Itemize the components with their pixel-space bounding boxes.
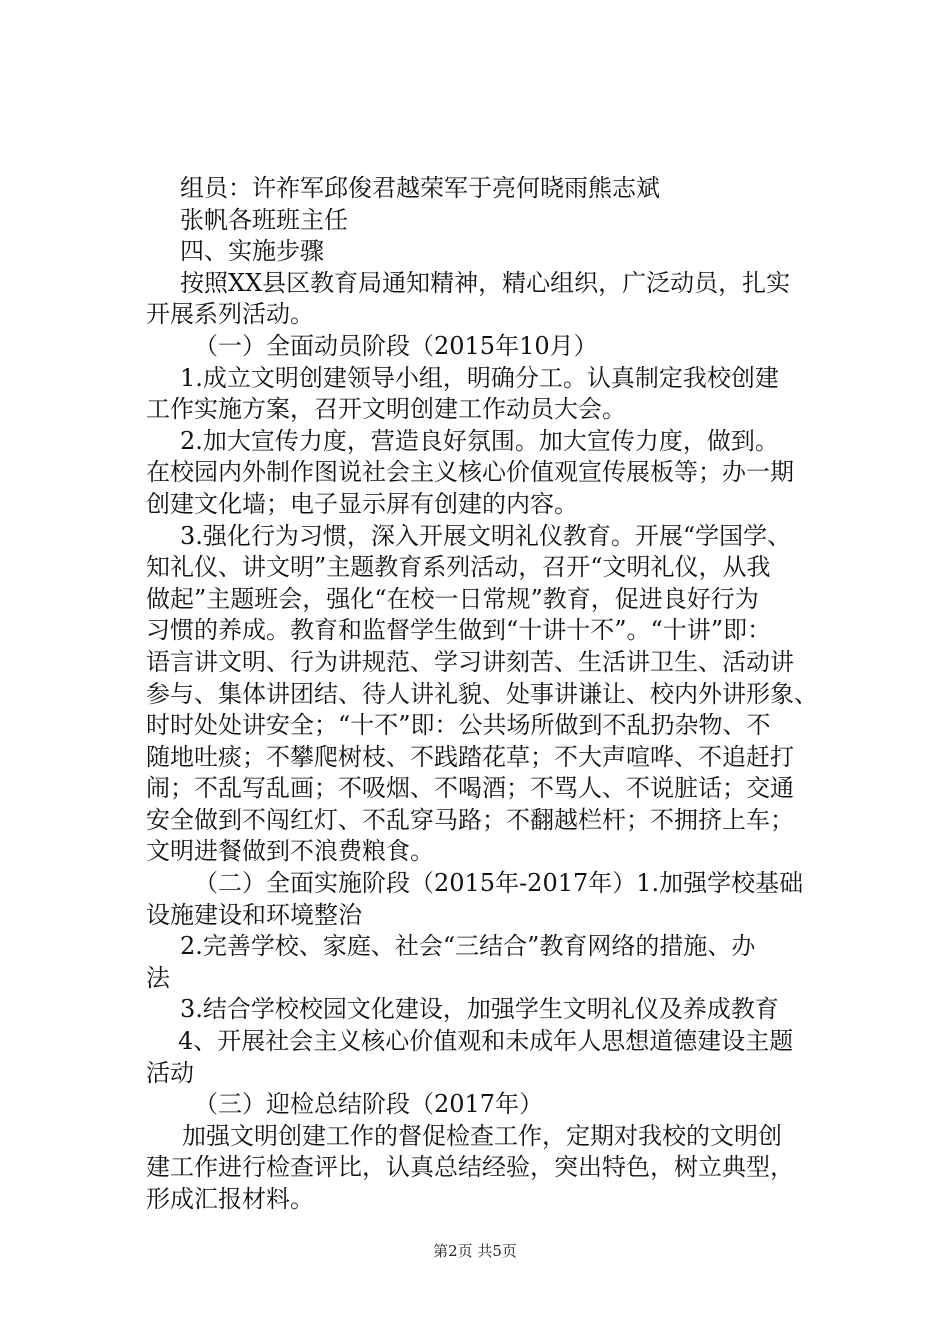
text-line-24: 设施建设和环境整治	[146, 900, 362, 929]
text-line-4: 按照XX县区教育局通知精神，精心组织，广泛动员，扎实	[180, 268, 791, 297]
text-line-18: 时时处处讲安全；“十不”即：公共场所做到不乱扔杂物、不	[146, 711, 771, 740]
text-line-21: 安全做到不闯红灯、不乱穿马路；不翻越栏杆；不拥挤上车；	[146, 805, 794, 834]
text-line-28: 4、开展社会主义核心价值观和未成年人思想道德建设主题	[178, 1027, 794, 1056]
text-line-1: 组员：许祚军邱俊君越荣军于亮何晓雨熊志斌	[180, 174, 660, 202]
text-line-13: 知礼仪、讲文明”主题教育系列活动，召开“文明礼仪，从我	[146, 553, 771, 582]
text-line-19: 随地吐痰；不攀爬树枝、不践踏花草；不大声喧哗、不追赶打	[146, 742, 794, 771]
text-line-5: 开展系列活动。	[146, 300, 314, 329]
text-line-16: 语言讲文明、行为讲规范、学习讲刻苦、生活讲卫生、活动讲	[146, 647, 794, 676]
text-line-25: 2.完善学校、家庭、社会“三结合”教育网络的措施、办	[180, 932, 756, 961]
text-line-3: 四、实施步骤	[180, 237, 324, 266]
text-line-10: 在校园内外制作图说社会主义核心价值观宣传展板等；办一期	[146, 458, 794, 487]
text-line-7: 1.成立文明创建领导小组，明确分工。认真制定我校创建	[180, 363, 779, 392]
text-line-6: （一）全面动员阶段（2015年10月）	[194, 331, 598, 360]
text-line-2: 张帆各班班主任	[180, 205, 348, 234]
text-line-15: 习惯的养成。教育和监督学生做到“十讲十不”。“十讲”即：	[146, 616, 772, 645]
text-line-23: （二）全面实施阶段（2015年-2017年）1.加强学校基础	[194, 869, 804, 898]
text-line-22: 文明进餐做到不浪费粮食。	[146, 837, 434, 866]
text-line-20: 闹；不乱写乱画；不吸烟、不喝酒；不骂人、不说脏话；交通	[146, 774, 794, 803]
text-line-31: 加强文明创建工作的督促检查工作，定期对我校的文明创	[182, 1121, 782, 1150]
text-line-27: 3.结合学校校园文化建设，加强学生文明礼仪及养成教育	[180, 995, 779, 1024]
text-line-14: 做起”主题班会，强化“在校一日常规”教育，促进良好行为	[146, 584, 759, 613]
document-body	[146, 173, 836, 1216]
text-line-32: 建工作进行检查评比，认真总结经验，突出特色，树立典型，	[146, 1153, 794, 1182]
text-line-11: 创建文化墙；电子显示屏有创建的内容。	[146, 489, 578, 518]
text-line-12: 3.强化行为习惯，深入开展文明礼仪教育。开展“学国学、	[180, 521, 792, 550]
page-footer: 第2页 共5页	[433, 1242, 517, 1260]
text-line-29: 活动	[146, 1058, 194, 1087]
text-line-30: （三）迎检总结阶段（2017年）	[194, 1090, 544, 1119]
text-line-8: 工作实施方案，召开文明创建工作动员大会。	[146, 395, 626, 424]
text-line-9: 2.加大宣传力度，营造良好氛围。加大宣传力度，做到。	[180, 426, 779, 455]
text-line-26: 法	[146, 963, 170, 992]
text-line-33: 形成汇报材料。	[146, 1185, 314, 1213]
text-line-17: 参与、集体讲团结、待人讲礼貌、处事讲谦让、校内外讲形象、	[146, 679, 818, 708]
